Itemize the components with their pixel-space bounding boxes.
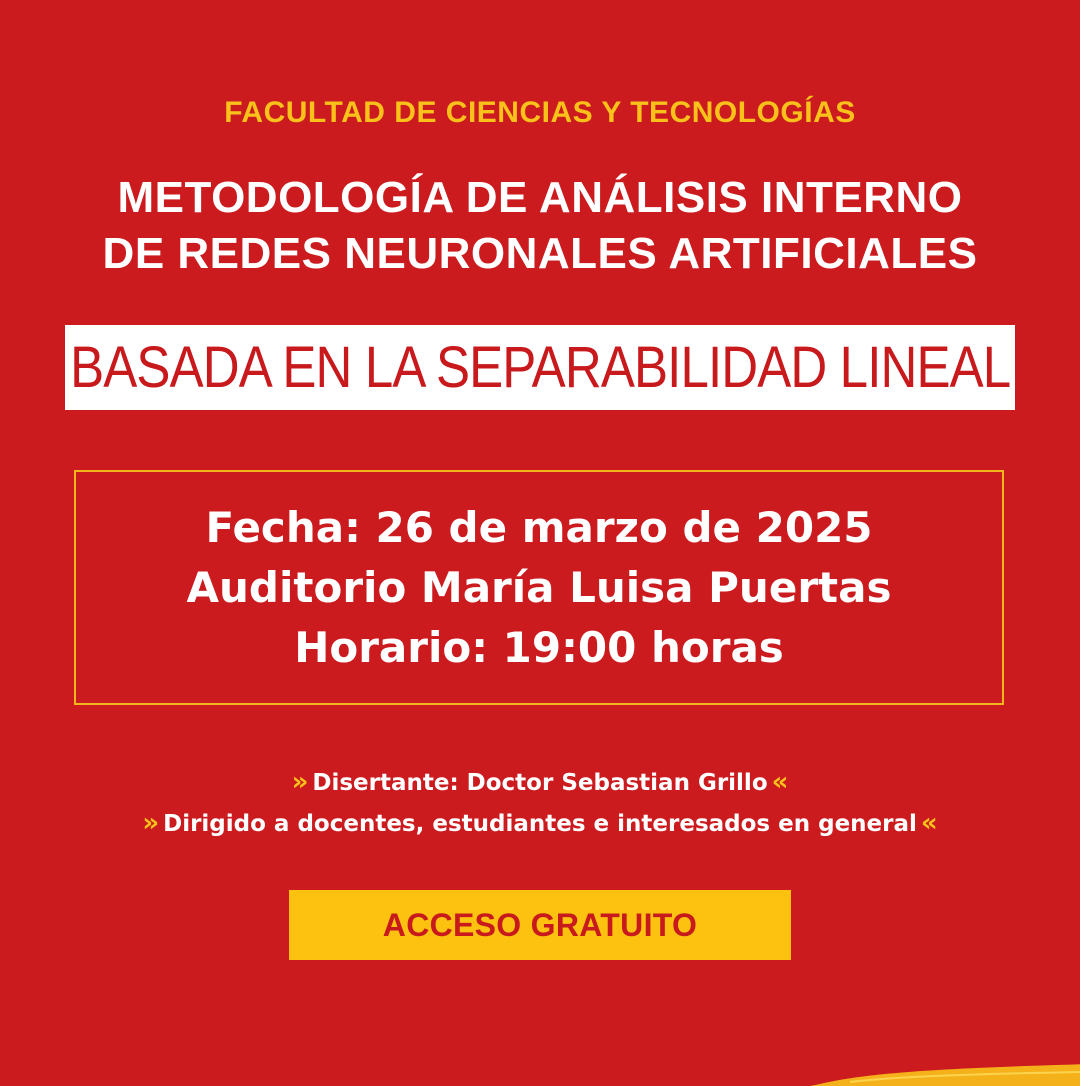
free-access-button[interactable] <box>289 890 791 960</box>
chevron-left-icon: « <box>920 808 938 838</box>
chevron-right-icon: » <box>291 767 309 797</box>
event-title <box>0 170 1080 282</box>
decorative-brush-stroke <box>810 1060 1080 1086</box>
chevron-right-icon: » <box>142 808 160 838</box>
free-access-label: ACCESO GRATUITO <box>382 906 698 943</box>
event-title-line-1: METODOLOGÍA DE ANÁLISIS INTERNO <box>117 173 963 222</box>
event-venue: Auditorio María Luisa Puertas <box>186 562 892 612</box>
subtitle-text: BASADA EN LA SEPARABILIDAD LINEAL <box>69 335 1011 400</box>
event-info-box <box>74 470 1004 705</box>
event-details <box>0 762 1080 844</box>
speaker-line <box>0 762 1080 803</box>
audience-text: Dirigido a docentes, estudiantes e interesados en general <box>163 811 917 837</box>
faculty-name: FACULTAD DE CIENCIAS Y TECNOLOGÍAS <box>224 96 856 129</box>
speaker-text: Disertante: Doctor Sebastian Grillo <box>312 770 768 796</box>
subtitle-banner <box>65 325 1015 410</box>
event-time: Horario: 19:00 horas <box>294 622 784 672</box>
event-title-line-2: DE REDES NEURONALES ARTIFICIALES <box>102 229 978 278</box>
event-date: Fecha: 26 de marzo de 2025 <box>205 502 873 552</box>
audience-line <box>0 803 1080 844</box>
chevron-left-icon: « <box>771 767 789 797</box>
